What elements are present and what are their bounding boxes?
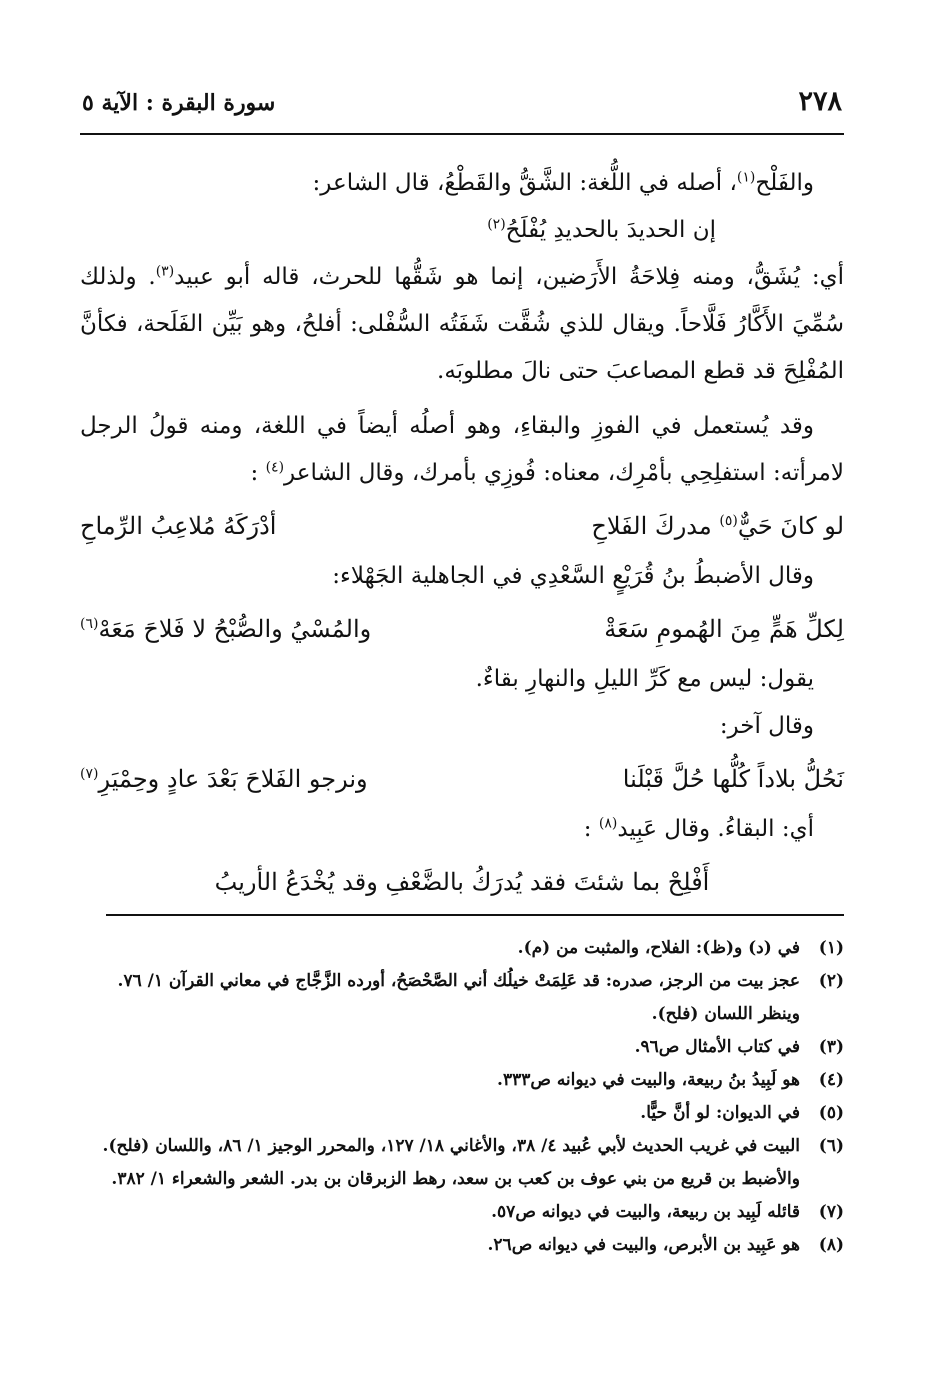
footnote: (٤) هو لَبِيدُ بنُ ربيعة، والبيت في ديوانه ص٣٣٣. [497, 1070, 844, 1090]
verse-line [80, 497, 844, 553]
running-title: سورة البقرة : الآية ٥ [82, 90, 276, 116]
main-text [80, 160, 844, 909]
footnote: (٦) البيت في غريب الحديث لأبي عُبيد ٤/ ٣٨، والأغاني ١٨/ ١٢٧، والمحرر الوجيز ١/ ٨٦، واللسان (فلح). والأضبط بن قريع من بني عوف بن كعب بن سعد، رهط الزبرقان بن بدر. الشعر والشعراء ١/ ٣٨٢. [102, 1136, 844, 1189]
paragraph: وقال آخر: [719, 713, 814, 739]
footnote-ref[interactable]: (٣) [155, 263, 175, 280]
header-rule [80, 133, 844, 135]
footnotes [78, 932, 844, 1262]
footnote-ref[interactable]: (٥) [719, 513, 738, 529]
footnote-ref[interactable]: (٨) [598, 815, 618, 832]
first-hemistich: لِكلِّ هَمٍّ مِنَ الهُمومِ سَعَةْ [604, 615, 844, 643]
verse-line [80, 600, 844, 656]
running-header [82, 86, 842, 126]
second-hemistich: والمُسْيُ والصُّبْحُ لا فَلاحَ مَعَهْ$^{(٦)}$ [80, 615, 372, 643]
footnote-ref[interactable]: (٦) [80, 616, 99, 632]
footnote-rule [106, 914, 844, 916]
second-hemistich: ونرجو الفَلاحَ بَعْدَ عادٍ وحِمْيَرِ$^{(٧)}$ [80, 765, 368, 793]
footnote-ref[interactable]: (٧) [80, 766, 99, 782]
footnote: (٣) في كتاب الأمثال ص٩٦. [634, 1037, 844, 1057]
full-verse: أَفْلِحْ بما شئتَ فقد يُدرَكُ بالضَّعْفِ وقد يُخْدَعُ الأريبُ [214, 868, 710, 896]
footnote: (٥) في الديوان: لو أنَّ حيًّا. [640, 1103, 844, 1123]
footnote: (٧) قائله لَبِيد بن ربيعة، والبيت في ديوانه ص٥٧. [491, 1202, 844, 1222]
first-hemistich: نَحُلُّ بلاداً كُلُّها حُلَّ قَبْلَنا [622, 765, 844, 793]
paragraph: أي: يُشَقُّ، ومنه فِلاحَةُ الأَرَضين، إنما هو شَقُّها للحرث، قاله أبو عبيد$^{(٣)}$. ولذلك سُمِّيَ الأَكَّارُ فَلَّاحاً. ويقال للذي شُقَّت شَفَتُه السُّفْلى: أفلحُ، وهو بَيِّن الفَلَحة، فكأنَّ المُفْلِحَ قد قطع المصاعبَ حتى نالَ مطلوبَه. [80, 263, 845, 384]
second-hemistich: أدْرَكَهُ مُلاعِبُ الرِّماحِ [80, 512, 277, 540]
footnote: (٢) عجز بيت من الرجز، صدره: قد عَلِمَتْ خيلُك أني الصَّحْصَحُ، أورده الزَّجَّاج في معاني القرآن ١/ ٧٦. وينظر اللسان (فلح). [117, 971, 844, 1024]
footnote: (١) في (د) و(ظ): الفلاح، والمثبت من (م). [517, 938, 844, 958]
quoted-hemistich: إن الحديدَ بالحديدِ يُفْلَحُ$^{(٢)}$ [487, 216, 716, 243]
verse-line [80, 853, 844, 909]
footnote: (٨) هو عَبِيد بن الأبرص، والبيت في ديوانه ص٢٦. [487, 1235, 844, 1255]
paragraph: وقد يُستعمل في الفوزِ والبقاءِ، وهو أصلُه أيضاً في اللغة، ومنه قولُ الرجل لامرأته: استفلِحِي بأمْرِك، معناه: فُوزِي بأمرك، وقال الشاعر$^{(٤)}$ : [80, 413, 844, 486]
paragraph: وقال الأضبطُ بنُ قُرَيْعٍ السَّعْدِي في الجاهلية الجَهْلاء: [332, 563, 814, 589]
footnote-ref[interactable]: (٤) [265, 459, 285, 476]
footnote-ref[interactable]: (١) [736, 169, 756, 186]
paragraph: أي: البقاءُ. وقال عَبِيد$^{(٨)}$ : [583, 815, 814, 842]
footnote-ref[interactable]: (٢) [487, 216, 506, 233]
verse-line [80, 750, 844, 806]
paragraph: يقول: ليس مع كَرِّ الليلِ والنهارِ بقاءٌ. [475, 666, 814, 692]
paragraph: والفَلْح$^{(١)}$، أصله في اللُّغة: الشَّقُّ والقَطْعُ، قال الشاعر: [312, 169, 814, 196]
first-hemistich: لو كانَ حَيٌّ$^{(٥)}$ مدركَ الفَلاحِ [591, 512, 844, 540]
page-number: ٢٧٨ [798, 86, 842, 117]
